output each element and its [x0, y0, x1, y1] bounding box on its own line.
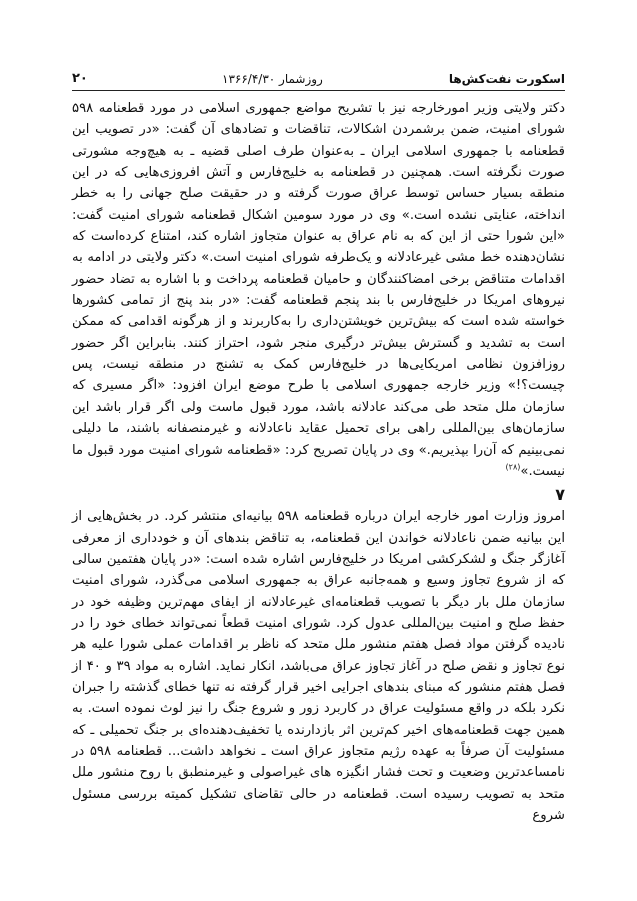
- page-body: [72, 98, 565, 826]
- running-title: اسکورت نفت‌کش‌ها: [448, 72, 565, 86]
- paragraph-text: امروز وزارت امور خارجه ایران درباره قطعنامه ۵۹۸ بیانیه‌ای منتشر کرد. در بخش‌هایی از این بیانیه ضمن ناعادلانه خواندن این قطعنامه، به تناقض بندهای آن و خودداری از معرفی آغازگر جنگ و لشکرکشی امریکا در خلیج‌فارس اشاره شده است: «در پایان هفتمین سالی که از شروع تجاوز وسیع و همه‌جانبه عراق به جمهوری اسلامی می‌گذرد، شورای امنیت سازمان ملل بار دیگر با تصویب قطعنامه‌ای غیرعادلانه از ایفای مهم‌ترین وظیفه خود در حفظ صلح و امنیت بین‌المللی عدول کرد. شورای امنیت قطعاً نمی‌تواند خطای خود را در نادیده گرفتن مواد فصل هفتم منشور ملل متحد که ناظر بر اقدامات عملی شورا علیه هر نوع تجاوز و نقض صلح در آغاز تجاوز عراق می‌باشد، انکار نماید. اشاره به مواد ۳۹ و ۴۰ از فصل هفتم منشور که مبنای بندهای اجرایی اخیر قرار گرفته نه تنها خطای گذشته را جبران نکرد بلکه در واقع مسئولیت عراق در کاربرد زور و شروع جنگ را نیز لوث نموده است. به همین جهت قطعنامه‌های اخیر کم‌ترین اثر بازدارنده یا تخفیف‌دهنده‌ای بر جنگ تحمیلی ـ که مسئولیت آن صرفاً به عهده رژیم متجاوز عراق است ـ نخواهد داشت... قطعنامه ۵۹۸ در نامساعدترین وضعیت و تحت فشار انگیزه های غیراصولی و غیرمنطبق با روح منشور ملل متحد به تصویب رسیده است. قطعنامه در حالی تقاضای تشکیل کمیته بررسی مسئول شروع: [72, 509, 565, 823]
- footnote-marker: (۲۸): [505, 462, 521, 472]
- page-header: [72, 62, 565, 91]
- section-number: ۷: [555, 485, 565, 505]
- paragraph-foreign-ministry-statement: [72, 506, 565, 826]
- page-number: ۲۰: [72, 71, 88, 86]
- paragraph-velayati-statement: [72, 98, 565, 482]
- chronology-date: روزشمار ۱۳۶۶/۴/۳۰: [222, 72, 323, 86]
- paragraph-text: دکتر ولایتی وزیر امورخارجه نیز با تشریح مواضع جمهوری اسلامی در مورد قطعنامه ۵۹۸ شورای امنیت، ضمن برشمردن اشکالات، تناقضات و تضادهای آن گفت: «در تصویب این قطعنامه با جمهوری اسلامی ایران ـ به‌عنوان طرف اصلی قضیه ـ به هیچ‌وجه مشورتی صورت نگرفته است. همچنین در قطعنامه به خلیج‌فارس و آتش افروزی‌هایی که در این منطقه بسیار حساس توسط عراق صورت گرفته و در حقیقت صلح جهانی را به خطر انداخته، عنایتی نشده است.» وی در مورد سومین اشکال قطعنامه شورای امنیت گفت: «این شورا حتی از این که به نام عراق به عنوان متجاوز اشاره کند، امتناع کرده‌است که نشان‌دهنده خط مشی غیرعادلانه و یک‌طرفه شورای امنیت است.» دکتر ولایتی در ادامه به اقدامات متناقض برخی امضاکنندگان و حامیان قطعنامه پرداخت و با اشاره به تضاد حضور نیروهای امریکا در خلیج‌فارس با بند پنجم قطعنامه گفت: «در بند پنج از تمامی کشورها خواسته شده است که بیش‌ترین خویشتن‌داری را به‌کاربرند و از هرگونه اقدامی که ممکن است به تشدید و گسترش بیش‌تر درگیری منجر شود، احتراز کنند. بنابراین اگر حضور روزافزون نظامی امریکایی‌ها در خلیج‌فارس کمک به تشنج در منطقه نیست، پس چیست؟!» وزیر خارجه جمهوری اسلامی با طرح موضع ایران افزود: «اگر مسیری که سازمان ملل متحد طی می‌کند عادلانه باشد، مورد قبول ماست ولی اگر قرار باشد این سازمان‌های بین‌المللی راهی برای تحمیل عقاید ناعادلانه و غیرمنصفانه باشند، ما دلیلی نمی‌بینیم که آن‌را بپذیریم.» وی در پایان تصریح کرد: «قطعنامه شورای امنیت مورد قبول ما نیست.»: [72, 101, 565, 479]
